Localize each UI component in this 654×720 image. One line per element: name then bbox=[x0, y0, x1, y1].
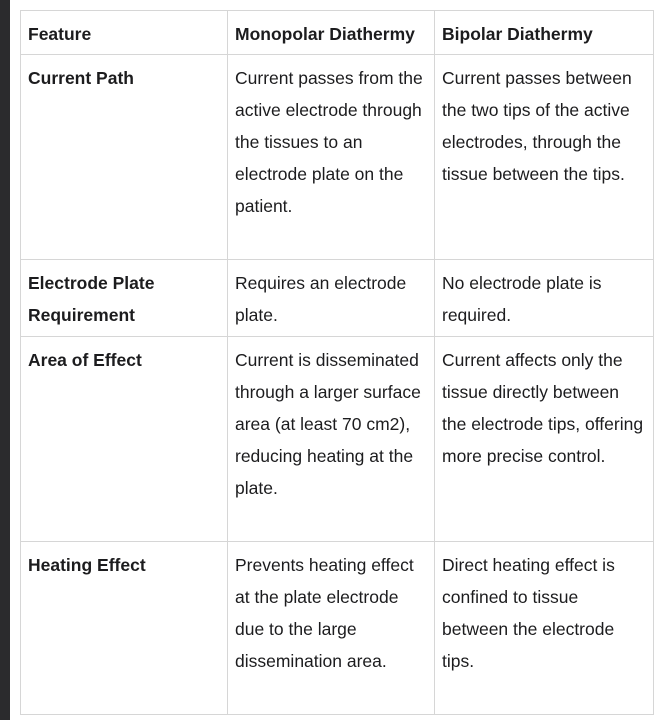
bipolar-cell: Current affects only the tissue directly between the electrode tips, offering more precise control. bbox=[435, 337, 654, 542]
monopolar-cell: Current is disseminated through a larger surface area (at least 70 cm2), reducing heating at the plate. bbox=[228, 337, 435, 542]
feature-cell: Current Path bbox=[21, 55, 228, 260]
header-monopolar: Monopolar Diathermy bbox=[228, 11, 435, 55]
table-row bbox=[21, 337, 654, 542]
document-page bbox=[10, 0, 654, 720]
header-feature: Feature bbox=[21, 11, 228, 55]
monopolar-cell: Prevents heating effect at the plate electrode due to the large dissemination area. bbox=[228, 542, 435, 715]
table-header-row bbox=[21, 11, 654, 55]
feature-cell: Area of Effect bbox=[21, 337, 228, 542]
feature-cell: Heating Effect bbox=[21, 542, 228, 715]
table-row bbox=[21, 55, 654, 260]
bipolar-cell: No electrode plate is required. bbox=[435, 260, 654, 337]
bipolar-cell: Direct heating effect is confined to tissue between the electrode tips. bbox=[435, 542, 654, 715]
table-row bbox=[21, 260, 654, 337]
comparison-table bbox=[20, 10, 654, 715]
monopolar-cell: Requires an electrode plate. bbox=[228, 260, 435, 337]
bipolar-cell: Current passes between the two tips of the active electrodes, through the tissue between the tips. bbox=[435, 55, 654, 260]
monopolar-cell: Current passes from the active electrode through the tissues to an electrode plate on the patient. bbox=[228, 55, 435, 260]
table-row bbox=[21, 542, 654, 715]
header-bipolar: Bipolar Diathermy bbox=[435, 11, 654, 55]
feature-cell: Electrode Plate Requirement bbox=[21, 260, 228, 337]
